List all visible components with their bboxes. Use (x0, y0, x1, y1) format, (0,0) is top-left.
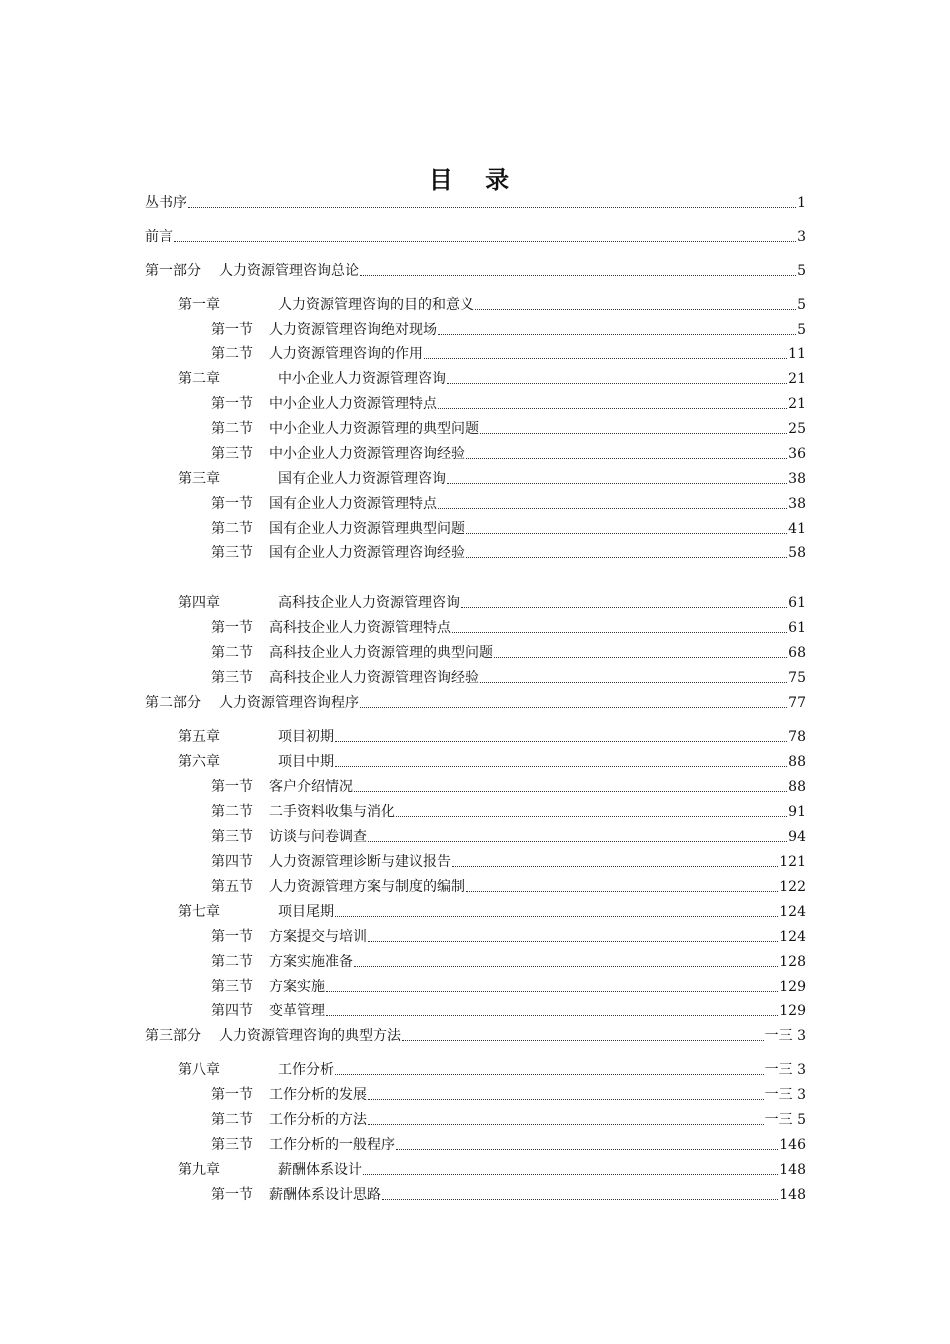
toc-entry-page-number: 148 (779, 1187, 806, 1203)
toc-entry-page-number: 一三 5 (764, 1112, 806, 1128)
toc-entry-page-number: 5 (797, 297, 806, 313)
toc-entry-number: 第六章 (178, 754, 220, 770)
toc-entry[interactable] (145, 227, 806, 247)
toc-entry-page-number: 1 (797, 195, 806, 211)
toc-entry-page-number: 25 (788, 421, 806, 437)
toc-entry-page-number: 91 (788, 804, 806, 820)
toc-entry-number: 第二部分 (145, 695, 201, 711)
toc-entry-page-number: 11 (788, 346, 806, 362)
toc-entry[interactable] (211, 618, 806, 638)
toc-entry-label (211, 394, 437, 414)
dot-leader (335, 1074, 764, 1075)
toc-entry-page-number: 88 (788, 779, 806, 795)
toc-entry-number: 第一节 (211, 620, 253, 636)
toc-entry-number: 第二章 (178, 371, 220, 387)
toc-entry-label (178, 1060, 334, 1080)
dot-leader (354, 791, 787, 792)
toc-entry-label (211, 977, 325, 997)
dot-leader (368, 1099, 764, 1100)
toc-entry-number: 第一节 (211, 1187, 253, 1203)
toc-entry-number: 第三节 (211, 1137, 253, 1153)
toc-entry[interactable] (211, 344, 806, 364)
toc-entry-number: 第一节 (211, 779, 253, 795)
toc-entry-title: 工作分析 (278, 1062, 334, 1078)
dot-leader (396, 816, 787, 817)
toc-entry[interactable] (211, 777, 806, 797)
toc-entry-label (211, 1085, 367, 1105)
toc-entry-page-number: 58 (788, 545, 806, 561)
toc-entry-page-number: 122 (779, 879, 806, 895)
toc-entry-title: 人力资源管理咨询的作用 (269, 346, 423, 362)
toc-entry-title: 前言 (145, 229, 173, 245)
toc-entry-number: 第三节 (211, 670, 253, 686)
toc-entry-title: 高科技企业人力资源管理特点 (269, 620, 451, 636)
toc-entry-label (178, 1160, 362, 1180)
toc-entry-page-number: 146 (779, 1137, 806, 1153)
toc-entry-title: 访谈与问卷调查 (269, 829, 367, 845)
toc-entry-label (145, 693, 359, 713)
toc-entry[interactable] (211, 1135, 806, 1155)
toc-entry[interactable] (211, 1185, 806, 1205)
toc-entry-label (211, 1185, 381, 1205)
toc-entry-number: 第二节 (211, 954, 253, 970)
toc-entry[interactable] (211, 394, 806, 414)
toc-entry[interactable] (211, 543, 806, 563)
toc-entry-label (211, 802, 395, 822)
dot-leader (335, 741, 787, 742)
dot-leader (461, 607, 787, 608)
toc-entry[interactable] (211, 643, 806, 663)
page-title: 目 录 (428, 166, 522, 194)
toc-entry[interactable] (178, 902, 806, 922)
toc-entry-number: 第一章 (178, 297, 220, 313)
toc-entry-page-number: 一三 3 (764, 1028, 806, 1044)
toc-entry-title: 项目中期 (278, 754, 334, 770)
toc-entry[interactable] (178, 295, 806, 315)
toc-entry[interactable] (211, 927, 806, 947)
dot-leader (360, 275, 796, 276)
dot-leader (335, 916, 778, 917)
toc-entry[interactable] (211, 519, 806, 539)
dot-leader (326, 1015, 778, 1016)
toc-entry-number: 第五节 (211, 879, 253, 895)
toc-entry[interactable] (211, 977, 806, 997)
toc-entry-label (211, 344, 423, 364)
dot-leader (326, 991, 778, 992)
toc-entry-page-number: 38 (788, 496, 806, 512)
toc-entry-title: 中小企业人力资源管理的典型问题 (269, 421, 479, 437)
toc-entry-number: 第二节 (211, 521, 253, 537)
toc-entry-number: 第一节 (211, 322, 253, 338)
toc-entry-label (211, 320, 437, 340)
toc-entry-title: 项目尾期 (278, 904, 334, 920)
toc-entry-number: 第三节 (211, 446, 253, 462)
dot-leader (438, 334, 796, 335)
toc-entry-page-number: 一三 3 (764, 1087, 806, 1103)
toc-entry-number: 第二节 (211, 421, 253, 437)
toc-entry-page-number: 41 (788, 521, 806, 537)
toc-entry[interactable] (211, 852, 806, 872)
toc-entry-label (178, 593, 460, 613)
dot-leader (354, 966, 778, 967)
toc-entry-page-number: 78 (788, 729, 806, 745)
toc-entry-page-number: 一三 3 (764, 1062, 806, 1078)
toc-entry[interactable] (211, 877, 806, 897)
dot-leader (452, 632, 787, 633)
dot-leader (438, 508, 787, 509)
toc-entry[interactable] (211, 1085, 806, 1105)
toc-entry-label (145, 193, 187, 213)
dot-leader (475, 309, 796, 310)
dot-leader (494, 657, 787, 658)
toc-entry-title: 方案实施准备 (269, 954, 353, 970)
toc-entry-page-number: 3 (797, 229, 806, 245)
dot-leader (335, 766, 787, 767)
toc-entry-page-number: 121 (779, 854, 806, 870)
toc-entry-label (211, 668, 479, 688)
toc-entry-label (211, 1110, 367, 1130)
toc-entry-number: 第三部分 (145, 1028, 201, 1044)
toc-entry-number: 第二节 (211, 346, 253, 362)
toc-entry-label (178, 295, 474, 315)
toc-entry-title: 工作分析的发展 (269, 1087, 367, 1103)
toc-entry-number: 第七章 (178, 904, 220, 920)
toc-entry-number: 第一节 (211, 396, 253, 412)
toc-entry-page-number: 128 (779, 954, 806, 970)
toc-entry-title: 中小企业人力资源管理特点 (269, 396, 437, 412)
toc-entry-page-number: 129 (779, 1003, 806, 1019)
toc-entry[interactable] (211, 419, 806, 439)
toc-entry-page-number: 124 (779, 904, 806, 920)
toc-entry-number: 第二节 (211, 804, 253, 820)
toc-entry-page-number: 94 (788, 829, 806, 845)
toc-entry-label (211, 419, 479, 439)
toc-entry-title: 人力资源管理方案与制度的编制 (269, 879, 465, 895)
toc-entry-label (211, 1001, 325, 1021)
toc-entry-page-number: 77 (788, 695, 806, 711)
toc-entry-title: 方案实施 (269, 979, 325, 995)
toc-entry-page-number: 21 (788, 396, 806, 412)
toc-entry-label (211, 1135, 395, 1155)
toc-entry-label (211, 444, 465, 464)
toc-entry[interactable] (211, 802, 806, 822)
toc-entry-label (178, 369, 446, 389)
toc-entry-title: 国有企业人力资源管理特点 (269, 496, 437, 512)
toc-entry-title: 高科技企业人力资源管理咨询 (278, 595, 460, 611)
toc-entry-number: 第二节 (211, 645, 253, 661)
toc-entry[interactable] (178, 752, 806, 772)
toc-entry-label (211, 877, 465, 897)
toc-entry[interactable] (211, 668, 806, 688)
toc-entry[interactable] (211, 1001, 806, 1021)
toc-entry-number: 第一节 (211, 496, 253, 512)
toc-entry-label (211, 543, 465, 563)
toc-entry-title: 中小企业人力资源管理咨询 (278, 371, 446, 387)
toc-entry-page-number: 88 (788, 754, 806, 770)
dot-leader (402, 1040, 764, 1041)
toc-entry-number: 第一节 (211, 929, 253, 945)
toc-entry[interactable] (211, 1110, 806, 1130)
toc-entry-label (211, 643, 493, 663)
toc-entry-title: 国有企业人力资源管理典型问题 (269, 521, 465, 537)
toc-entry-page-number: 21 (788, 371, 806, 387)
toc-entry-page-number: 61 (788, 595, 806, 611)
toc-entry-label (178, 469, 446, 489)
dot-leader (466, 891, 778, 892)
toc-entry[interactable] (211, 827, 806, 847)
toc-entry[interactable] (178, 469, 806, 489)
toc-entry-title: 国有企业人力资源管理咨询经验 (269, 545, 465, 561)
toc-entry-label (178, 752, 334, 772)
toc-entry-title: 工作分析的方法 (269, 1112, 367, 1128)
toc-entry-number: 第三章 (178, 471, 220, 487)
toc-entry-page-number: 68 (788, 645, 806, 661)
toc-entry-page-number: 38 (788, 471, 806, 487)
toc-entry-title: 人力资源管理咨询的目的和意义 (278, 297, 474, 313)
toc-entry-label (178, 902, 334, 922)
toc-entry-number: 第九章 (178, 1162, 220, 1178)
toc-entry[interactable] (145, 693, 806, 713)
toc-entry-label (211, 827, 367, 847)
toc-entry[interactable] (211, 494, 806, 514)
dot-leader (438, 408, 787, 409)
dot-leader (174, 241, 796, 242)
toc-entry-title: 方案提交与培训 (269, 929, 367, 945)
toc-entry-number: 第四节 (211, 1003, 253, 1019)
toc-entry-page-number: 129 (779, 979, 806, 995)
dot-leader (452, 866, 778, 867)
toc-entry[interactable] (178, 727, 806, 747)
toc-entry-title: 项目初期 (278, 729, 334, 745)
toc-entry-number: 第三节 (211, 829, 253, 845)
toc-entry-title: 二手资料收集与消化 (269, 804, 395, 820)
toc-entry-page-number: 5 (797, 322, 806, 338)
toc-entry[interactable] (178, 593, 806, 613)
toc-entry-label (178, 727, 334, 747)
toc-entry-label (211, 494, 437, 514)
dot-leader (396, 1149, 778, 1150)
toc-entry[interactable] (211, 952, 806, 972)
toc-entry-title: 薪酬体系设计 (278, 1162, 362, 1178)
toc-entry-title: 人力资源管理咨询总论 (219, 263, 359, 279)
toc-entry[interactable] (211, 320, 806, 340)
toc-entry-title: 丛书序 (145, 195, 187, 211)
dot-leader (188, 207, 796, 208)
toc-entry-title: 国有企业人力资源管理咨询 (278, 471, 446, 487)
dot-leader (480, 682, 787, 683)
toc-entry-page-number: 61 (788, 620, 806, 636)
dot-leader (447, 383, 787, 384)
dot-leader (363, 1174, 778, 1175)
toc-entry-number: 第五章 (178, 729, 220, 745)
dot-leader (382, 1199, 778, 1200)
dot-leader (466, 557, 787, 558)
toc-entry-label (145, 227, 173, 247)
toc-entry-title: 工作分析的一般程序 (269, 1137, 395, 1153)
toc-entry-label (211, 519, 465, 539)
toc-entry-title: 变革管理 (269, 1003, 325, 1019)
toc-entry-number: 第四节 (211, 854, 253, 870)
dot-leader (368, 841, 787, 842)
toc-entry-page-number: 5 (797, 263, 806, 279)
toc-entry-label (211, 777, 353, 797)
toc-entry-title: 中小企业人力资源管理咨询经验 (269, 446, 465, 462)
toc-entry-title: 客户介绍情况 (269, 779, 353, 795)
toc-entry-label (211, 952, 353, 972)
dot-leader (480, 433, 787, 434)
toc-entry-label (145, 261, 359, 281)
dot-leader (360, 707, 787, 708)
toc-entry-number: 第三节 (211, 545, 253, 561)
toc-entry-label (211, 852, 451, 872)
toc-entry-page-number: 124 (779, 929, 806, 945)
toc-entry-label (145, 1026, 401, 1046)
toc-entry[interactable] (178, 1160, 806, 1180)
dot-leader (447, 483, 787, 484)
dot-leader (466, 458, 787, 459)
dot-leader (368, 1124, 764, 1125)
toc-entry-number: 第四章 (178, 595, 220, 611)
dot-leader (466, 533, 787, 534)
dot-leader (424, 358, 787, 359)
toc-entry[interactable] (145, 261, 806, 281)
toc-entry[interactable] (211, 444, 806, 464)
toc-entry-label (211, 618, 451, 638)
toc-entry-number: 第一节 (211, 1087, 253, 1103)
toc-entry-number: 第一部分 (145, 263, 201, 279)
dot-leader (368, 941, 778, 942)
toc-entry-title: 人力资源管理诊断与建议报告 (269, 854, 451, 870)
toc-entry-title: 人力资源管理咨询程序 (219, 695, 359, 711)
toc-entry-title: 人力资源管理咨询绝对现场 (269, 322, 437, 338)
toc-entry-page-number: 75 (788, 670, 806, 686)
toc-entry[interactable] (145, 1026, 806, 1046)
toc-entry[interactable] (178, 369, 806, 389)
toc-entry[interactable] (145, 193, 806, 213)
toc-entry-title: 人力资源管理咨询的典型方法 (219, 1028, 401, 1044)
toc-entry-label (211, 927, 367, 947)
toc-entry-page-number: 36 (788, 446, 806, 462)
toc-entry-number: 第三节 (211, 979, 253, 995)
toc-entry-number: 第八章 (178, 1062, 220, 1078)
toc-entry-title: 薪酬体系设计思路 (269, 1187, 381, 1203)
toc-entry-title: 高科技企业人力资源管理咨询经验 (269, 670, 479, 686)
toc-entry-page-number: 148 (779, 1162, 806, 1178)
toc-entry-number: 第二节 (211, 1112, 253, 1128)
toc-entry-title: 高科技企业人力资源管理的典型问题 (269, 645, 493, 661)
toc-entry[interactable] (178, 1060, 806, 1080)
